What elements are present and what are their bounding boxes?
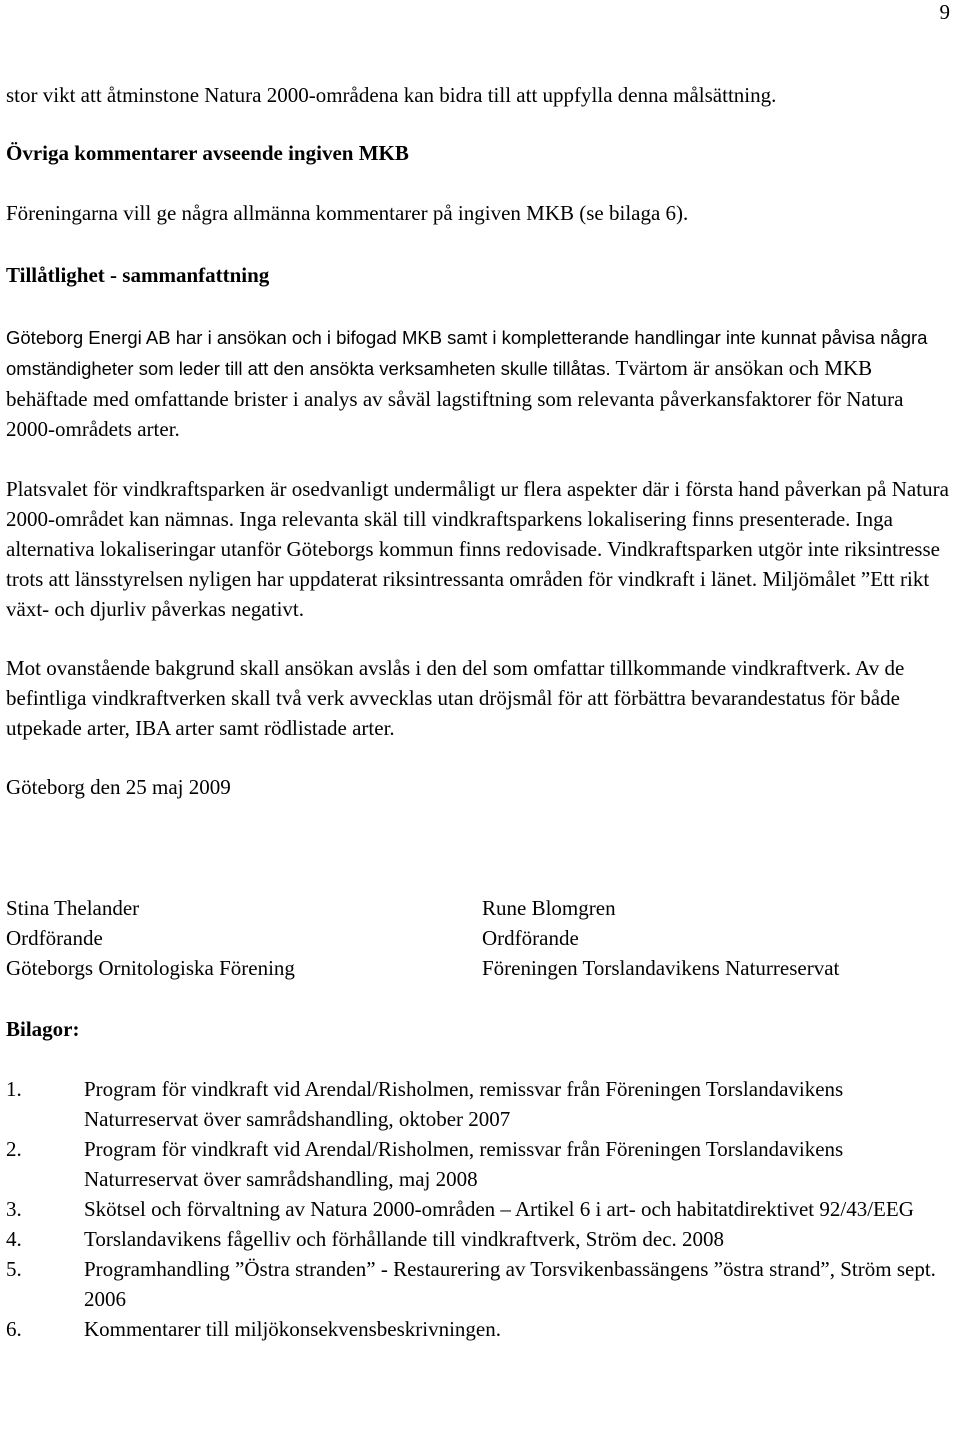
summary-part-1: Göteborg Energi AB har i ansökan och i bifogad MKB samt i kompletterande handlingar inte kunnat påvisa några omständigheter som leder till att den ansökta verksamheten skulle tillåtas. [6, 327, 928, 379]
attachment-number: 1. [6, 1077, 22, 1101]
mkb-paragraph: Föreningarna vill ge några allmänna kommentarer på ingiven MKB (se bilaga 6). [6, 201, 689, 225]
signatory-organization: Föreningen Torslandavikens Naturreservat [482, 956, 840, 980]
signatory-name: Stina Thelander [6, 896, 140, 920]
attachment-text: Program för vindkraft vid Arendal/Risholmen, remissvar från Föreningen Torslandavikens Naturreservat över samrådshandling, oktober 2007 [84, 1077, 844, 1131]
attachment-text: Kommentarer till miljökonsekvensbeskrivningen. [84, 1317, 502, 1341]
attachment-text: Program för vindkraft vid Arendal/Risholmen, remissvar från Föreningen Torslandavikens Naturreservat över samrådshandling, maj 2008 [84, 1137, 844, 1191]
attachment-item [6, 1224, 956, 1254]
signature-block [6, 893, 956, 983]
attachment-text: Torslandavikens fågelliv och förhållande till vindkraftverk, Ström dec. 2008 [84, 1227, 725, 1251]
attachment-item [6, 1314, 956, 1344]
attachment-number: 3. [6, 1197, 22, 1221]
heading-mkb-comments: Övriga kommentarer avseende ingiven MKB [6, 141, 409, 165]
attachments-list [6, 1074, 956, 1344]
summary-part-2: Tvärtom är ansökan och MKB behäftade med omfattande brister i analys av såväl lagstiftning som relevanta påverkansfaktorer för Natura 2000-områdets arter. [6, 356, 904, 441]
attachments-heading: Bilagor: [6, 1017, 80, 1041]
attachment-text: Skötsel och förvaltning av Natura 2000-områden – Artikel 6 i art- och habitatdirektivet 92/43/EEG [84, 1197, 914, 1221]
attachment-item [6, 1074, 956, 1134]
signatory-organization: Göteborgs Ornitologiska Förening [6, 956, 295, 980]
attachment-number: 6. [6, 1317, 22, 1341]
attachment-number: 2. [6, 1137, 22, 1161]
signature-left [6, 893, 482, 983]
signatory-title: Ordförande [482, 926, 579, 950]
signatory-title: Ordförande [6, 926, 103, 950]
site-choice-paragraph: Platsvalet för vindkraftsparken är osedvanligt undermåligt ur flera aspekter där i första hand påverkan på Natura 2000-området kan nämnas. Inga relevanta skäl till vindkraftsparkens lokalisering finns presenterade. Inga alternativa lokaliseringar utanför Göteborgs kommun finns redovisade. Vindkraftsparken utgör inte riksintresse trots att länsstyrelsen nyligen har uppdaterat riksintressanta områden för vindkraft i länet. Miljömålet ”Ett rikt växt- och djurliv påverkas negativt. [6, 477, 949, 621]
attachment-text: Programhandling ”Östra stranden” - Restaurering av Torsvikenbassängens ”östra strand”, Ström sept. 2006 [84, 1257, 936, 1311]
attachment-item [6, 1254, 956, 1314]
conclusion-paragraph: Mot ovanstående bakgrund skall ansökan avslås i den del som omfattar tillkommande vindkraftverk. Av de befintliga vindkraftverken skall två verk avvecklas utan dröjsmål för att förbättra bevarandestatus för både utpekade arter, IBA arter samt rödlistade arter. [6, 656, 905, 740]
date-line: Göteborg den 25 maj 2009 [6, 775, 231, 799]
intro-paragraph: stor vikt att åtminstone Natura 2000-områdena kan bidra till att uppfylla denna målsättning. [6, 83, 777, 107]
document-body [6, 80, 956, 1344]
page-number: 9 [939, 0, 950, 24]
signatory-name: Rune Blomgren [482, 896, 616, 920]
attachment-number: 5. [6, 1257, 22, 1281]
attachment-number: 4. [6, 1227, 22, 1251]
attachment-item [6, 1134, 956, 1194]
heading-summary: Tillåtlighet - sammanfattning [6, 263, 270, 287]
attachment-item [6, 1194, 956, 1224]
summary-paragraph [6, 322, 956, 444]
signature-right [482, 893, 942, 983]
